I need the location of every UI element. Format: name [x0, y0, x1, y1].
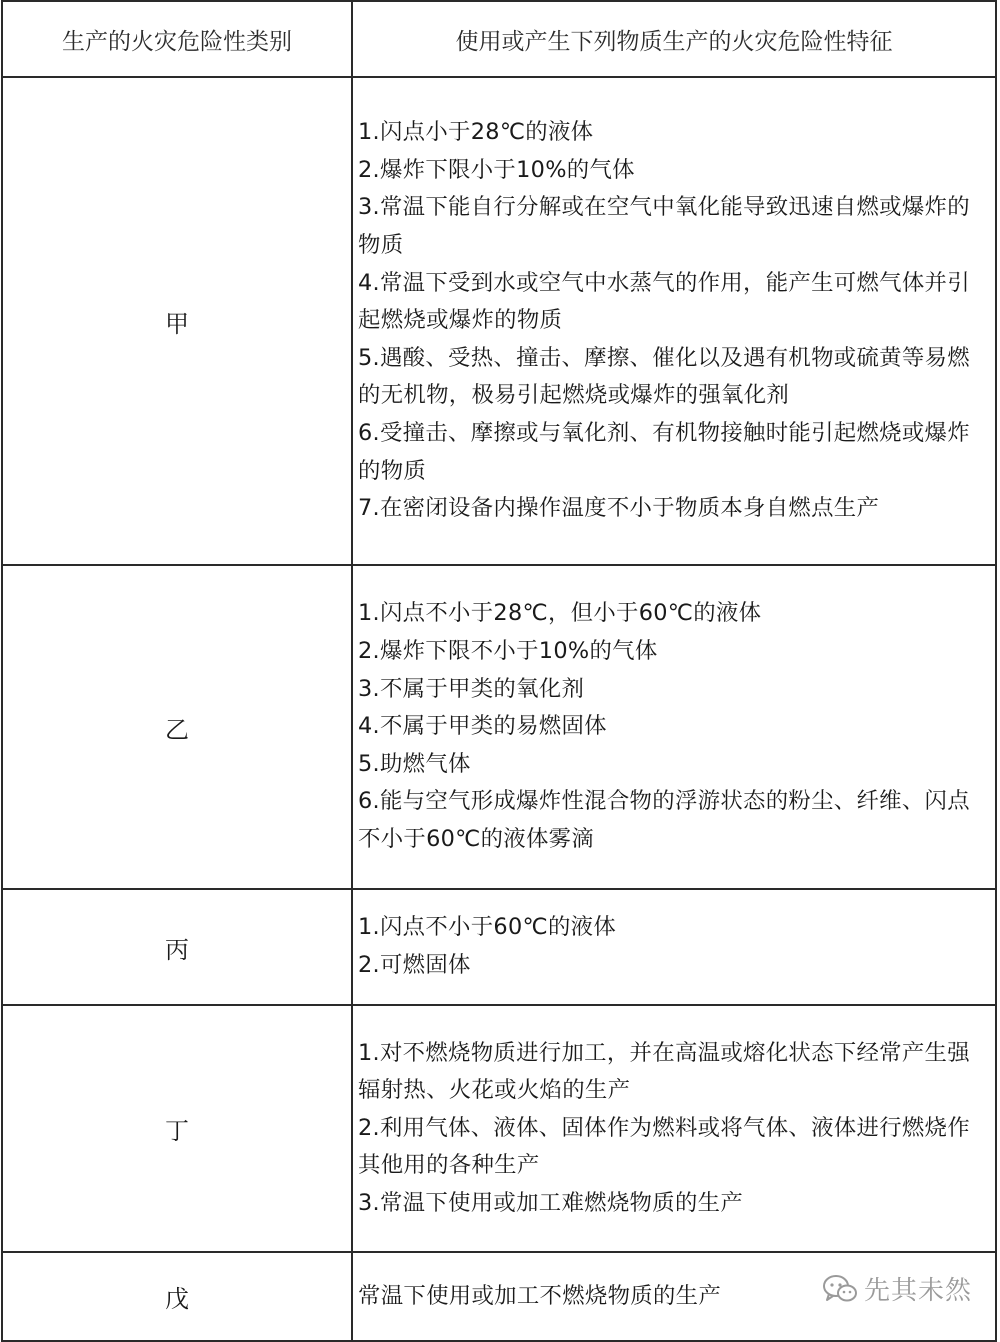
list-item: 1.闪点不小于28℃，但小于60℃的液体: [358, 600, 762, 627]
characteristics-cell: [352, 1005, 996, 1252]
list-item: 4.常温下受到水或空气中水蒸气的作用，能产生可燃气体并引起燃烧或爆炸的物质: [358, 269, 970, 334]
list-item: 3.常温下能自行分解或在空气中氧化能导致迅速自燃或爆炸的物质: [358, 194, 970, 259]
category-cell: 丁: [2, 1005, 352, 1252]
characteristics-cell: [352, 565, 996, 889]
list-item: 6.能与空气形成爆炸性混合物的浮游状态的粉尘、纤维、闪点不小于60℃的液体雾滴: [358, 788, 970, 852]
category-cell: 戊: [2, 1252, 352, 1341]
list-item: 2.利用气体、液体、固体作为燃料或将气体、液体进行燃烧作其他用的各种生产: [358, 1114, 970, 1179]
watermark-text: 先其未然: [863, 1276, 972, 1306]
category-cell: 甲: [2, 77, 352, 565]
table-row: [2, 1005, 996, 1252]
list-item: 7.在密闭设备内操作温度不小于物质本身自燃点生产: [358, 495, 880, 522]
table-row: [2, 77, 996, 565]
watermark: [822, 1270, 972, 1307]
category-cell: 丙: [2, 889, 352, 1005]
wechat-icon: [822, 1274, 858, 1304]
table-header-row: [2, 1, 996, 77]
list-item: 2.可燃固体: [358, 952, 471, 978]
list-item: 6.受撞击、摩擦或与氧化剂、有机物接触时能引起燃烧或爆炸的物质: [358, 419, 970, 484]
table-row: [2, 565, 996, 889]
list-item: 1.闪点不小于60℃的液体: [358, 914, 617, 941]
characteristics-cell: [352, 77, 996, 565]
table-row: [2, 889, 996, 1005]
fire-hazard-table: [1, 0, 997, 1342]
list-item: 4.不属于甲类的易燃固体: [358, 713, 607, 740]
list-item: 5.遇酸、受热、撞击、摩擦、催化以及遇有机物或硫黄等易燃的无机物，极易引起燃烧或爆炸的强氧化剂: [358, 344, 970, 409]
characteristics-cell: [352, 889, 996, 1005]
list-item: 5.助燃气体: [358, 750, 471, 777]
list-item: 1.闪点小于28℃的液体: [358, 119, 594, 146]
category-cell: 乙: [2, 565, 352, 889]
list-item: 2.爆炸下限不小于10%的气体: [358, 638, 658, 665]
list-item: 1.对不燃烧物质进行加工，并在高温或熔化状态下经常产生强辐射热、火花或火焰的生产: [358, 1039, 970, 1104]
list-item: 2.爆炸下限小于10%的气体: [358, 156, 635, 183]
list-item: 常温下使用或加工不燃烧物质的生产: [358, 1282, 722, 1309]
list-item: 3.常温下使用或加工难燃烧物质的生产: [358, 1189, 744, 1216]
header-characteristics: 使用或产生下列物质生产的火灾危险性特征: [352, 1, 996, 77]
list-item: 3.不属于甲类的氧化剂: [358, 675, 585, 702]
header-category: 生产的火灾危险性类别: [2, 1, 352, 77]
